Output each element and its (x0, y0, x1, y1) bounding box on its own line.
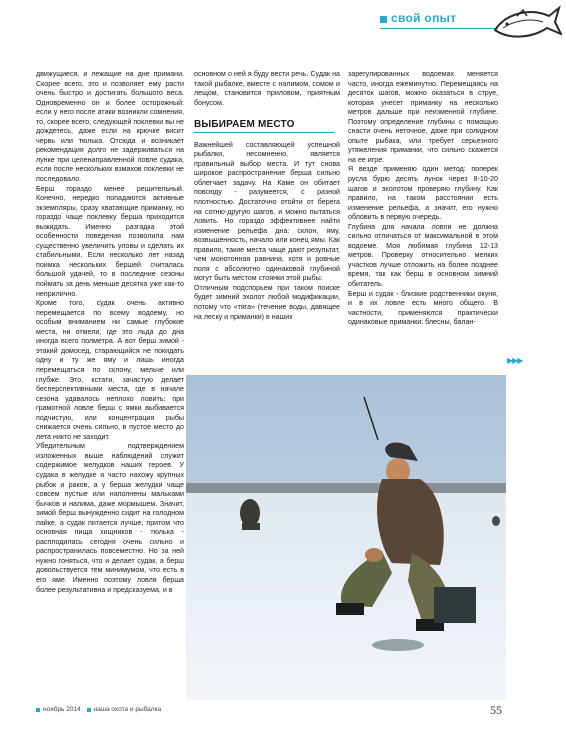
paragraph: Убедительным подтверждением изложенных выше наблюдений служит содержимое желудков наших героев. У судака в желудке я часто нахожу крупных рыбок и раков, а у берша желудки чаще совсем пустые или наполнены мальками бычков и налима, даже мормышем. Значит, зимой берш вынужденно сидит на голодном пайке, а судак питается лучше, притом что основная пища хищников - тюлька - расплодилась сегодня очень сильно и распространилась повсеместно. Но за ней нужно гоняться, что и делает судак, а берш довольствуется тем минимумом, что есть в его яме. Именно поэтому ловля берша более результативна и предсказуема, и в (36, 442, 184, 594)
section-underline (380, 28, 498, 29)
fish-logo-icon (487, 0, 562, 48)
paragraph: основном о ней я буду вести речь. Судак на такой рыбалке, вместе с налимом, сомом и лещом, становится приловом, приятным бонусом. (194, 70, 340, 107)
heading-rule (194, 132, 334, 133)
page-footer (36, 703, 516, 718)
paragraph: Берш гораздо менее решительный. Конечно, нередко попадаются активные экземпляры, сразу хватающие приманку, но гораздо чаще поклевку берша приходится выжидать. Именно разгадка этой особенности поведения позволила нам существенно увеличить уловы и сделать их стабильными. Если несколько лет назад поимка нескольких бершей считалась большой удачей, то в последние сезоны поймать за день меньше десятка уже как-то неприлично. (36, 184, 184, 298)
footer-dot-icon (87, 708, 91, 712)
footer-magazine: наша охота и рыбалка (93, 706, 162, 713)
paragraph: Кроме того, судак очень активно перемещается по всему водоему, но особым вниманием ни самые глубокие места, ни отмели, где это льда до дна иногда всего полметра. А вот берш зимой - этакий домосед, старающийся не покидать одну и ту же яму и лишь иногда перемещаться по склону, мельче или глубже. Это, кстати, зачастую делает бесперспективными места, где в начале сезона удавалось неплохо ловить: при грамотной ловле берш с ямки выбивается подчистую, или концентрация рыбы снижается очень сильно, в пустое место до лета никто не заходит. (36, 299, 184, 441)
paragraph: Важнейшей составляющей успешной рыбалки, несомненно, является правильный выбор места. И тут снова широкое распространение берша сильно облегчает задачу. На Каме он обитает повсюду - разумеется, с разной плотностью. Достаточно отойти от берега на сотню-другую шагов, и можно пытаться ловить. Но гораздо эффективнее найти изменение рельефа дна: склон, яму, возвышенность, начало или конец ямы. Как правило, такие места чаще дают результат, чем монотонная равнина, хотя и ровные поля с абсолютно одинаковой глубиной могут быть местом стоянки этой рыбы. (194, 140, 340, 283)
continue-arrows-icon: ▶▶▶ (507, 356, 523, 365)
paragraph: Глубина для начала ловли не должна сильно отличаться от максимальной в этом водоеме. Моя любимая глубина 12-13 метров. Проверку относительно мелких участков лучше отложить на более позднее время, так как берш в основном зимний обитатель. (348, 222, 498, 289)
section-title: свой опыт (391, 11, 457, 25)
text-column-1 (36, 70, 184, 595)
footer-dot-icon (36, 708, 40, 712)
section-heading: ВЫБИРАЕМ МЕСТО (194, 119, 295, 131)
section-square-icon (380, 16, 387, 23)
text-column-3 (348, 70, 498, 328)
page-number: 55 (490, 703, 502, 717)
text-column-2 (194, 70, 340, 322)
paragraph: движущиеся, и лежащие на дне примани. Скорее всего, это и позволяет ему расти очень быстро и достигать большого веса. Одновременно он и более осторожный: если у него после атаки возникли сомнения, то, скорее всего, следующей поклевки вы не дождетесь, даже если на крючке висит червь или тюлька. Отсюда и возникает рекомендация долго не задерживаться на лунке при целенаправленной ловле судака, если после нескольких взмахов поклевки не последовало. (36, 70, 184, 184)
distant-fisherman (240, 499, 260, 530)
footer-issue: ноябрь 2014 (43, 706, 81, 713)
paragraph: Берш и судак - близкие родственники окуня, и в их ловле есть много общего. В частности, применяются практически одинаковые приманки: блесны, балан- (348, 289, 498, 327)
paragraph: зарегулированных водоемах меняется часто, иногда ежеминутно. Перемещаясь на десяток шагов, можно оказаться в струе, которая унесет приманку на несколько метров дальше при неизменной глубине. Поэтому определение глубины с помощью снасти очень неточное, даже при солидном опыте рыбака, или требует серьезного утяжеления приманки, что сильно скажется на ее игре. (348, 70, 498, 164)
paragraph: Отличным подспорьем при таком поиске будет зимний эхолот любой модификации, потому что «тяга» (течение воды, давящее на леску и приманки) в наших (194, 283, 340, 321)
ice-fishing-photo (186, 375, 506, 700)
paragraph: Я везде применяю один метод: поперек русла бурю десять лунок через 8-10-20 шагов и эхолотом проверяю глубину. Как правило, на таком расстоянии есть изменение рельефа, а значит, его нужно обловить в первую очередь. (348, 165, 498, 222)
